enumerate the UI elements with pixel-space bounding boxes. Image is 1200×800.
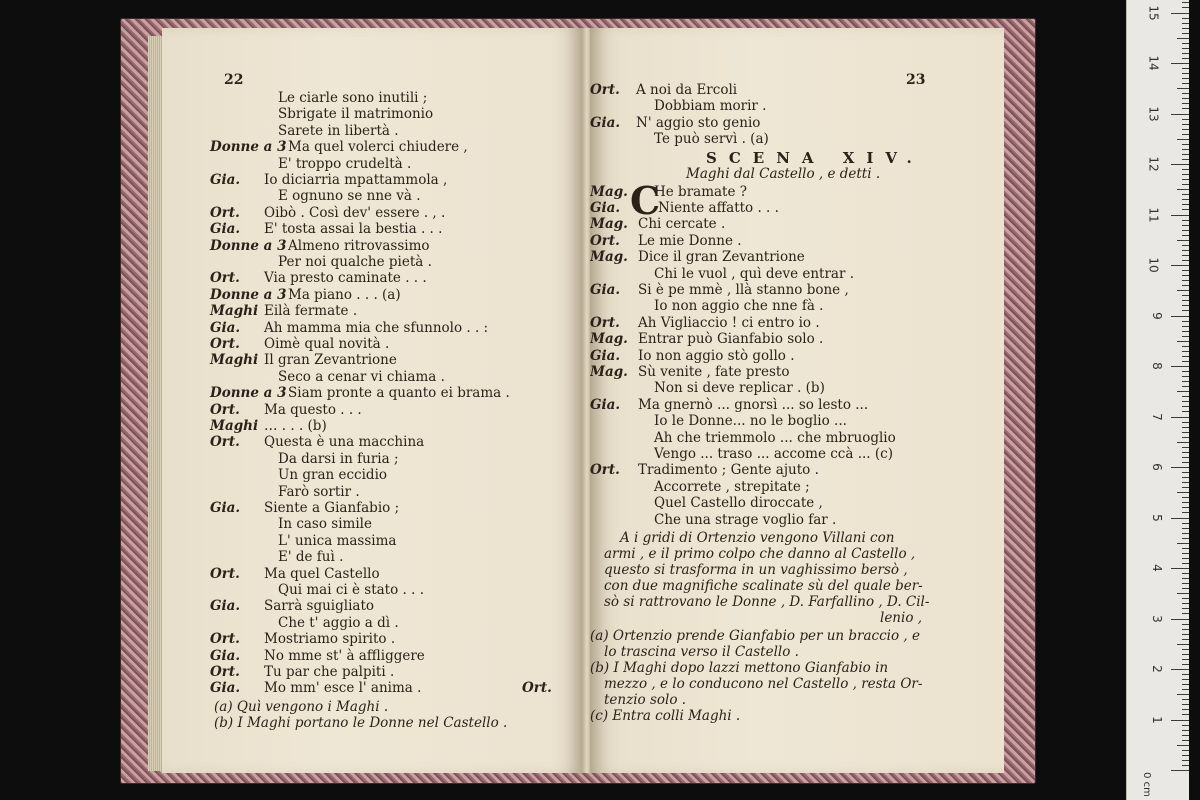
ruler-tick: [1182, 477, 1189, 478]
ruler-tick: [1182, 725, 1189, 726]
ruler-tick: [1182, 179, 1189, 180]
ruler-tick: [1182, 411, 1189, 412]
ruler-tick: [1182, 230, 1189, 231]
ruler-tick: [1182, 603, 1189, 604]
speaker-label: Gia.: [210, 319, 241, 336]
ruler-tick: [1182, 225, 1189, 226]
ruler-tick: [1171, 417, 1189, 418]
ruler-number: 6: [1150, 463, 1165, 471]
verse-line: Niente affatto . . .: [658, 200, 779, 216]
footnote: (a) Quì vengono i Maghi .: [214, 698, 389, 715]
ruler-tick: [1182, 386, 1189, 387]
ruler-tick: [1182, 331, 1189, 332]
speaker-label: Maghi: [210, 418, 259, 434]
verse-line: Accorrete , strepitate ;: [654, 478, 810, 495]
speaker-label: Gia.: [210, 647, 241, 664]
ruler-number: 11: [1146, 206, 1161, 223]
ruler-tick: [1177, 189, 1189, 190]
ruler-tick: [1182, 2, 1189, 3]
speaker-label: Ort.: [210, 631, 240, 648]
page-number: 22: [224, 72, 244, 88]
ruler-tick: [1182, 336, 1189, 337]
ruler-tick: [1182, 371, 1189, 372]
verse-line: Tu par che palpiti .: [264, 664, 395, 680]
verse-line: N' aggio sto genio: [636, 114, 761, 131]
measuring-ruler: [1126, 0, 1189, 800]
ruler-tick: [1171, 265, 1189, 266]
verse-line: Ma quel volerci chiudere ,: [288, 139, 468, 156]
speaker-label: Ort.: [210, 565, 240, 582]
ruler-tick: [1182, 553, 1189, 554]
speaker-label: Mag.: [590, 331, 628, 348]
ruler-tick: [1182, 119, 1189, 120]
ruler-tick: [1182, 23, 1189, 24]
ruler-tick: [1182, 689, 1189, 690]
ruler-tick: [1182, 487, 1189, 488]
verse-line: Siente a Gianfabio ;: [264, 500, 400, 516]
ruler-tick: [1177, 644, 1189, 645]
ruler-tick: [1182, 159, 1189, 160]
ruler-tick: [1182, 730, 1189, 731]
left-page: [162, 28, 582, 773]
ruler-tick: [1182, 512, 1189, 513]
right-page: [590, 28, 1004, 773]
footnote: tenzio solo .: [604, 692, 687, 708]
ruler-tick: [1182, 58, 1189, 59]
footnote: (b) I Maghi dopo lazzi mettono Gianfabio in: [590, 660, 889, 676]
ruler-tick: [1182, 149, 1189, 150]
scene-subtitle: Maghi dal Castello , e detti .: [686, 165, 881, 182]
ruler-tick: [1182, 740, 1189, 741]
ruler-tick: [1182, 255, 1189, 256]
speaker-label: Ort.: [590, 462, 620, 479]
ruler-tick: [1182, 659, 1189, 660]
speaker-label: Ort.: [210, 401, 240, 418]
ruler-tick: [1182, 68, 1189, 69]
verse-line: Sarrà sguigliato: [264, 598, 375, 615]
ruler-tick: [1182, 376, 1189, 377]
ruler-tick: [1171, 720, 1189, 721]
verse-line: Chi cercate .: [638, 216, 726, 233]
verse-line: Oimè qual novità .: [264, 336, 390, 352]
verse-line: Che t' aggio a dì .: [278, 614, 399, 631]
ruler-tick: [1182, 427, 1189, 428]
ruler-tick: [1182, 699, 1189, 700]
verse-line: Dobbiam morir .: [654, 98, 767, 115]
ruler-tick: [1171, 63, 1189, 64]
ruler-tick: [1182, 629, 1189, 630]
speaker-label: Mag.: [590, 216, 628, 233]
ruler-tick: [1182, 174, 1189, 175]
ruler-tick: [1182, 98, 1189, 99]
ruler-number: 1: [1150, 715, 1165, 724]
ruler-number: 13: [1146, 105, 1161, 122]
ruler-tick: [1182, 361, 1189, 362]
ruler-tick: [1182, 18, 1189, 19]
ruler-tick: [1177, 391, 1189, 392]
stage-direction: con due magnifiche scalinate sù del quale ber-: [604, 578, 923, 594]
speaker-label: Gia.: [210, 500, 241, 516]
ruler-tick: [1182, 452, 1189, 453]
verse-line: Vengo ... traso ... accome ccà ... (c): [654, 446, 893, 462]
page-number: 23: [906, 72, 926, 88]
verse-line: Sbrigate il matrimonio: [278, 106, 434, 123]
speaker-label: Donne a 3: [210, 237, 287, 254]
ruler-number: 12: [1146, 156, 1161, 172]
ruler-tick: [1182, 528, 1189, 529]
speaker-label: Ort.: [210, 664, 240, 680]
ruler-tick: [1171, 568, 1189, 569]
ruler-tick: [1182, 447, 1189, 448]
ruler-tick: [1182, 220, 1189, 221]
verse-line: Per noi qualche pietà .: [278, 254, 432, 270]
ruler-tick: [1182, 108, 1189, 109]
ruler-tick: [1182, 507, 1189, 508]
ruler-tick: [1177, 139, 1189, 140]
ruler-tick: [1182, 558, 1189, 559]
verse-line: … . . . (b): [264, 418, 327, 434]
ruler-tick: [1182, 260, 1189, 261]
ruler-tick: [1182, 285, 1189, 286]
stage-direction: questo si trasforma in un vaghissimo bersò ,: [604, 562, 908, 578]
ruler-tick: [1182, 396, 1189, 397]
ruler-tick: [1182, 78, 1189, 79]
ruler-tick: [1182, 53, 1189, 54]
verse-line: Io diciarria mpattammola ,: [264, 172, 448, 188]
speaker-label: Maghi: [210, 303, 259, 320]
verse-line: L' unica massima: [278, 532, 397, 549]
ruler-tick: [1182, 472, 1189, 473]
ruler-tick: [1177, 442, 1189, 443]
ruler-tick: [1182, 326, 1189, 327]
verse-line: E ognuno se nne và .: [278, 188, 421, 205]
ruler-tick: [1182, 43, 1189, 44]
ruler-number: 8: [1150, 362, 1165, 370]
ruler-tick: [1182, 457, 1189, 458]
verse-line: E' de fuì .: [278, 549, 344, 566]
ruler-tick: [1177, 593, 1189, 594]
ruler-tick: [1182, 209, 1189, 210]
verse-line: Sù venite , fate presto: [638, 364, 790, 380]
speaker-label: Gia.: [210, 598, 241, 615]
ruler-tick: [1182, 270, 1189, 271]
ruler-tick: [1177, 38, 1189, 39]
verse-line: Da darsi in furia ;: [278, 450, 399, 467]
ruler-tick: [1182, 346, 1189, 347]
ruler-tick: [1177, 492, 1189, 493]
ruler-tick: [1171, 770, 1189, 771]
verse-line: Non si deve replicar . (b): [654, 380, 825, 397]
ruler-tick: [1177, 88, 1189, 89]
ruler-number: 14: [1146, 55, 1161, 71]
ruler-tick: [1182, 199, 1189, 200]
speaker-label: Ort.: [590, 232, 620, 249]
ruler-tick: [1182, 184, 1189, 185]
verse-line: Ma questo . . .: [264, 401, 362, 418]
verse-line: Le mie Donne .: [638, 232, 742, 249]
speaker-label: Ort.: [590, 314, 620, 331]
verse-line: Quel Castello diroccate ,: [654, 495, 823, 512]
ruler-tick: [1182, 250, 1189, 251]
ruler-number: 7: [1150, 412, 1165, 421]
verse-line: He bramate ?: [654, 183, 747, 200]
ruler-tick: [1182, 154, 1189, 155]
ruler-tick: [1182, 684, 1189, 685]
stage-direction: A i gridi di Ortenzio vengono Villani con: [620, 530, 895, 546]
ruler-tick: [1182, 608, 1189, 609]
ruler-tick: [1182, 533, 1189, 534]
ruler-tick: [1182, 351, 1189, 352]
ruler-tick: [1182, 654, 1189, 655]
ruler-tick: [1171, 114, 1189, 115]
ruler-tick: [1182, 624, 1189, 625]
speaker-label: Gia.: [210, 172, 241, 188]
ruler-number: 9: [1150, 311, 1165, 320]
speaker-label: Gia.: [590, 396, 621, 413]
footnote: (c) Entra colli Maghi .: [590, 708, 741, 724]
verse-line: Io non aggio stò gollo .: [638, 347, 795, 364]
speaker-label: Mag.: [590, 364, 628, 380]
stage-direction: sò si rattrovano le Donne , D. Farfallino , D. Cil-: [604, 594, 930, 610]
ruler-tick: [1177, 240, 1189, 241]
ruler-tick: [1182, 598, 1189, 599]
verse-line: Farò sortir .: [278, 483, 360, 500]
ruler-tick: [1182, 129, 1189, 130]
ruler-tick: [1182, 502, 1189, 503]
ruler-tick: [1182, 300, 1189, 301]
verse-line: Ah mamma mia che sfunnolo . . :: [264, 319, 489, 336]
ruler-tick: [1182, 245, 1189, 246]
ruler-tick: [1182, 649, 1189, 650]
scene-title: SCENA XIV.: [706, 148, 924, 167]
ruler-tick: [1182, 588, 1189, 589]
ruler-tick: [1182, 93, 1189, 94]
verse-line: A noi da Ercoli: [636, 82, 738, 98]
ruler-tick: [1182, 144, 1189, 145]
ruler-tick: [1177, 290, 1189, 291]
verse-line: Che una strage voglio far .: [654, 511, 837, 528]
ruler-tick: [1182, 639, 1189, 640]
ruler-tick: [1182, 462, 1189, 463]
verse-line: Te può servì . (a): [654, 131, 769, 148]
ruler-tick: [1171, 669, 1189, 670]
ruler-number: 10: [1146, 257, 1161, 273]
verse-line: Tradimento ; Gente ajuto .: [638, 462, 819, 479]
ruler-tick: [1182, 760, 1189, 761]
ruler-tick: [1182, 275, 1189, 276]
ruler-tick: [1182, 356, 1189, 357]
ruler-tick: [1177, 341, 1189, 342]
verse-line: E' troppo crudeltà .: [278, 155, 412, 172]
ruler-tick: [1171, 13, 1189, 14]
speaker-label: Donne a 3: [210, 139, 287, 156]
verse-line: Oibò . Così dev' essere . , .: [264, 204, 446, 221]
ruler-tick: [1182, 714, 1189, 715]
ruler-tick: [1182, 124, 1189, 125]
verse-line: Via presto caminate . . .: [264, 270, 427, 287]
ruler-tick: [1182, 432, 1189, 433]
footnote: mezzo , e lo conducono nel Castello , resta Or-: [604, 676, 923, 692]
footnote: (a) Ortenzio prende Gianfabio per un braccio , e: [590, 628, 920, 644]
verse-line: Ma quel Castello: [264, 565, 380, 582]
ruler-number: 4: [1150, 564, 1165, 572]
speaker-label: Gia.: [590, 114, 621, 131]
ruler-unit: 0 cm: [1141, 772, 1153, 797]
verse-line: In caso simile: [278, 516, 372, 533]
ruler-tick: [1182, 194, 1189, 195]
verse-line: Entrar può Gianfabio solo .: [638, 331, 824, 348]
ruler-tick: [1171, 467, 1189, 468]
verse-line: Ma piano . . . (a): [288, 286, 401, 303]
ruler-tick: [1171, 316, 1189, 317]
speaker-label: Donne a 3: [210, 385, 287, 402]
verse-line: E' tosta assai la bestia . . .: [264, 221, 443, 238]
ruler-tick: [1182, 583, 1189, 584]
ruler-tick: [1182, 709, 1189, 710]
drop-cap: C: [630, 177, 661, 223]
ruler-tick: [1171, 215, 1189, 216]
ruler-tick: [1182, 548, 1189, 549]
stage-direction: armi , e il primo colpo che danno al Castello ,: [604, 546, 916, 562]
verse-line: Sarete in libertà .: [278, 122, 399, 139]
verse-line: Qui mai ci è stato . . .: [278, 582, 424, 598]
ruler-tick: [1182, 634, 1189, 635]
ruler-tick: [1182, 765, 1189, 766]
verse-line: Dice il gran Zevantrione: [638, 249, 805, 266]
ruler-tick: [1182, 664, 1189, 665]
speaker-label: Maghi: [210, 352, 259, 369]
ruler-tick: [1182, 321, 1189, 322]
ruler-tick: [1182, 381, 1189, 382]
ruler-tick: [1182, 134, 1189, 135]
ruler-tick: [1182, 497, 1189, 498]
ruler-tick: [1182, 295, 1189, 296]
ruler-tick: [1182, 674, 1189, 675]
verse-line: No mme st' à affliggere: [264, 647, 425, 664]
ruler-tick: [1171, 518, 1189, 519]
verse-line: Seco a cenar vi chiama .: [278, 368, 445, 385]
verse-line: Ma gnernò ... gnorsì ... so lesto ...: [638, 396, 869, 413]
ruler-tick: [1182, 235, 1189, 236]
verse-line: Eilà fermate .: [264, 303, 358, 320]
speaker-label: Ort.: [210, 270, 240, 287]
verse-line: Questa è una macchina: [264, 434, 425, 451]
ruler-tick: [1182, 437, 1189, 438]
speaker-label: Ort.: [590, 82, 620, 98]
ruler-number: 15: [1146, 4, 1161, 21]
ruler-tick: [1182, 103, 1189, 104]
ruler-tick: [1182, 7, 1189, 8]
ruler-tick: [1171, 366, 1189, 367]
verse-line: Siam pronte a quanto ei brama .: [288, 385, 510, 402]
verse-line: Le ciarle sono inutili ;: [278, 90, 428, 106]
ruler-tick: [1177, 745, 1189, 746]
speaker-label: Gia.: [590, 200, 621, 216]
ruler-tick: [1182, 73, 1189, 74]
ruler-tick: [1182, 204, 1189, 205]
footnote: (b) I Maghi portano le Donne nel Castello .: [214, 714, 508, 731]
ruler-tick: [1182, 704, 1189, 705]
verse-line: Mo mm' esce l' anima .: [264, 680, 422, 697]
speaker-label: Donne a 3: [210, 286, 287, 303]
verse-line: Un gran eccidio: [278, 467, 388, 484]
ruler-tick: [1182, 310, 1189, 311]
ruler-tick: [1171, 164, 1189, 165]
verse-line: Io le Donne... no le boglio ...: [654, 413, 847, 430]
ruler-tick: [1182, 523, 1189, 524]
verse-line: Chi le vuol , quì deve entrar .: [654, 265, 855, 282]
ruler-tick: [1182, 735, 1189, 736]
ruler-tick: [1182, 169, 1189, 170]
ruler-number: 2: [1150, 665, 1165, 673]
ruler-tick: [1182, 755, 1189, 756]
ruler-tick: [1182, 280, 1189, 281]
ruler-tick: [1177, 694, 1189, 695]
speaker-label: Ort.: [210, 434, 240, 451]
ruler-tick: [1182, 422, 1189, 423]
ruler-tick: [1182, 679, 1189, 680]
speaker-label: Gia.: [590, 347, 621, 364]
ruler-tick: [1182, 578, 1189, 579]
verse-line: Io non aggio che nne fà .: [654, 298, 824, 315]
stage-direction: lenio ,: [880, 610, 923, 626]
ruler-tick: [1182, 305, 1189, 306]
ruler-tick: [1182, 573, 1189, 574]
verse-line: Si è pe mmè , llà stanno bone ,: [638, 282, 849, 298]
ruler-tick: [1177, 543, 1189, 544]
ruler-number: 3: [1150, 614, 1165, 623]
ruler-tick: [1182, 563, 1189, 564]
ruler-tick: [1182, 406, 1189, 407]
catchword: Ort.: [522, 680, 552, 697]
speaker-label: Mag.: [590, 249, 628, 266]
speaker-label: Ort.: [210, 204, 240, 221]
ruler-tick: [1182, 48, 1189, 49]
verse-line: Almeno ritrovassimo: [288, 237, 430, 254]
ruler-tick: [1182, 401, 1189, 402]
verse-line: Mostriamo spirito .: [264, 631, 396, 648]
verse-line: Ah Vigliaccio ! ci entro io .: [638, 314, 820, 331]
ruler-number: 5: [1150, 513, 1165, 522]
ruler-tick: [1182, 538, 1189, 539]
ruler-tick: [1182, 482, 1189, 483]
ruler-tick: [1182, 750, 1189, 751]
speaker-label: Mag.: [590, 183, 628, 200]
speaker-label: Gia.: [210, 680, 241, 697]
ruler-tick: [1171, 619, 1189, 620]
footnote: lo trascina verso il Castello .: [604, 644, 799, 660]
speaker-label: Ort.: [210, 336, 240, 352]
ruler-tick: [1182, 33, 1189, 34]
ruler-tick: [1182, 613, 1189, 614]
verse-line: Il gran Zevantrione: [264, 352, 397, 369]
speaker-label: Gia.: [590, 282, 621, 298]
verse-line: Ah che triemmolo ... che mbruoglio: [654, 429, 896, 446]
ruler-tick: [1182, 83, 1189, 84]
speaker-label: Gia.: [210, 221, 241, 238]
ruler-tick: [1182, 28, 1189, 29]
